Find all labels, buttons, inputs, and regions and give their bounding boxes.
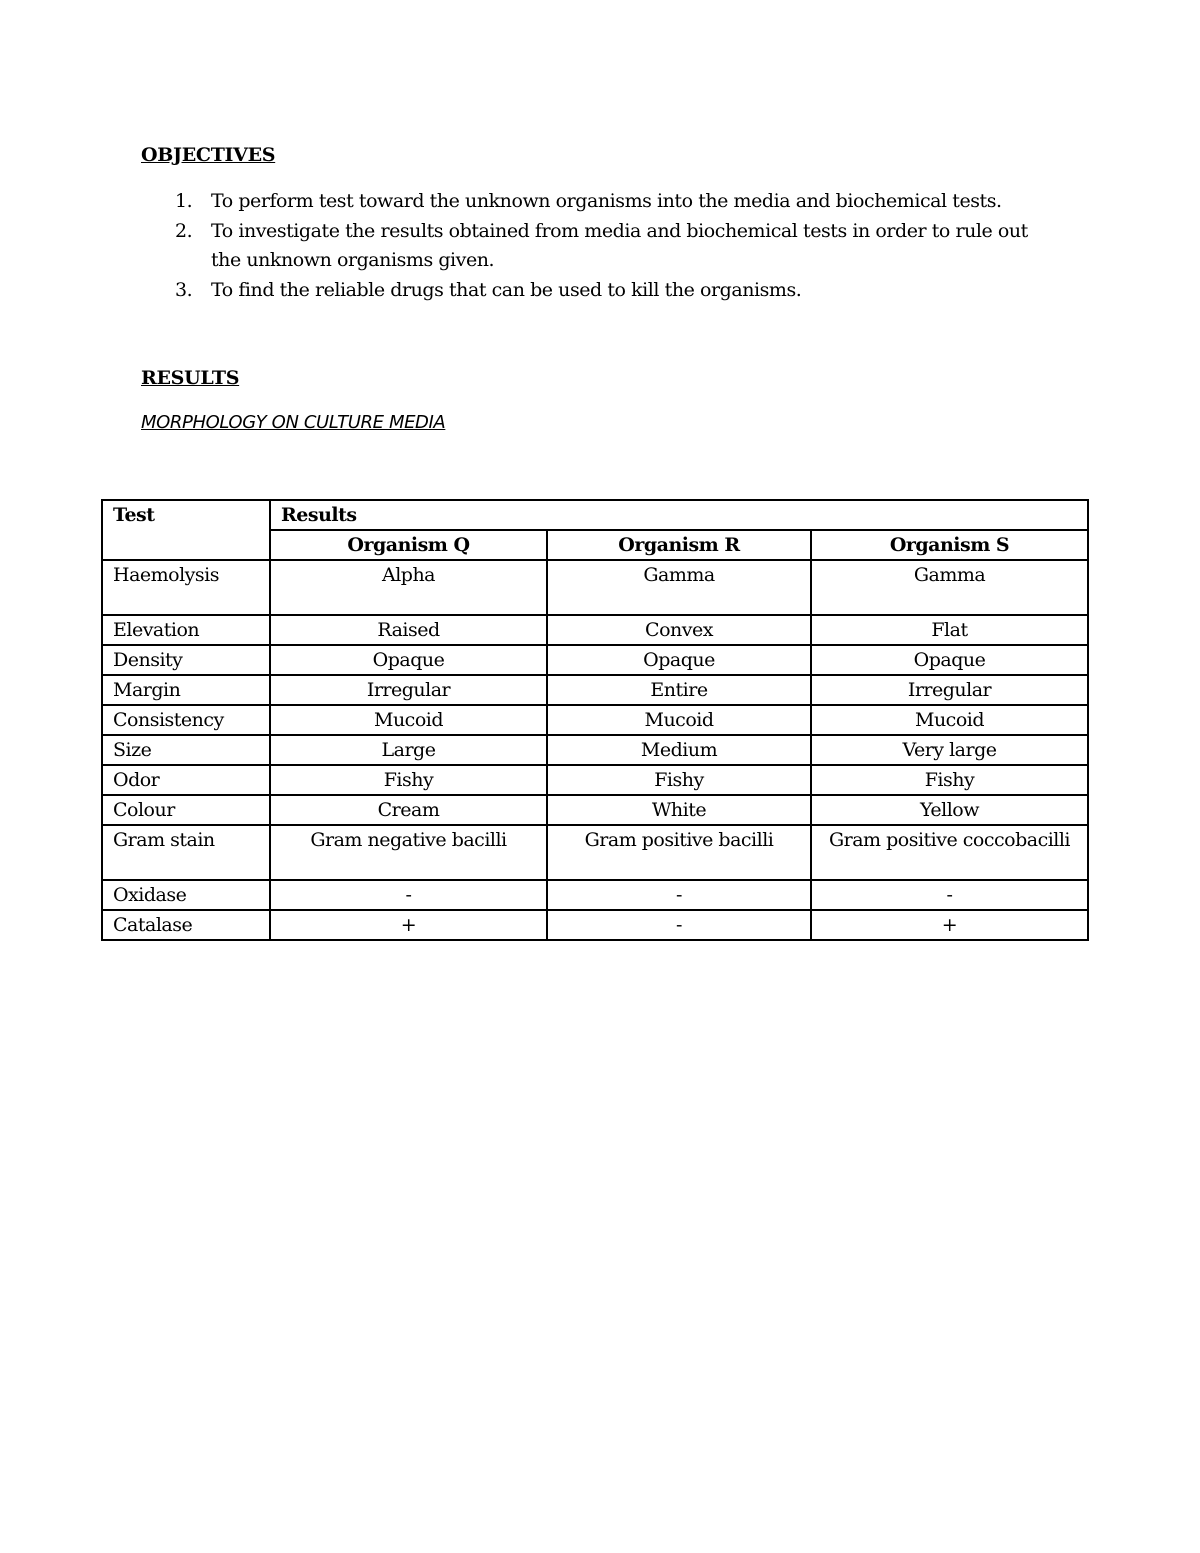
result-cell: + xyxy=(270,910,547,940)
result-cell: + xyxy=(811,910,1088,940)
result-cell: Opaque xyxy=(547,645,811,675)
result-cell: Fishy xyxy=(547,765,811,795)
organism-r-header: Organism R xyxy=(547,530,811,560)
result-cell: Flat xyxy=(811,615,1088,645)
objective-text: To investigate the results obtained from media and biochemical tests in order to rule out the unknown organisms given. xyxy=(211,219,1028,271)
test-name-cell: Catalase xyxy=(102,910,270,940)
table-row xyxy=(102,675,1088,705)
result-cell: Entire xyxy=(547,675,811,705)
result-cell: Opaque xyxy=(270,645,547,675)
organism-s-header: Organism S xyxy=(811,530,1088,560)
result-cell: Mucoid xyxy=(811,705,1088,735)
test-name-cell: Size xyxy=(102,735,270,765)
table-row xyxy=(102,910,1088,940)
test-name-cell: Elevation xyxy=(102,615,270,645)
objectives-list xyxy=(141,187,1061,305)
result-cell: - xyxy=(547,880,811,910)
table-row xyxy=(102,825,1088,880)
result-cell: Raised xyxy=(270,615,547,645)
table-row xyxy=(102,765,1088,795)
result-cell: Gamma xyxy=(547,560,811,615)
test-name-cell: Haemolysis xyxy=(102,560,270,615)
result-cell: - xyxy=(547,910,811,940)
test-name-cell: Oxidase xyxy=(102,880,270,910)
result-cell: Gram negative bacilli xyxy=(270,825,547,880)
test-name-cell: Gram stain xyxy=(102,825,270,880)
test-name-cell: Consistency xyxy=(102,705,270,735)
test-name-cell: Margin xyxy=(102,675,270,705)
morphology-subheading: MORPHOLOGY ON CULTURE MEDIA xyxy=(141,412,446,433)
table-row xyxy=(102,705,1088,735)
organism-q-header: Organism Q xyxy=(270,530,547,560)
result-cell: Yellow xyxy=(811,795,1088,825)
objectives-heading: OBJECTIVES xyxy=(141,144,276,166)
result-cell: White xyxy=(547,795,811,825)
test-name-cell: Odor xyxy=(102,765,270,795)
results-heading: RESULTS xyxy=(141,367,240,389)
test-name-cell: Colour xyxy=(102,795,270,825)
objective-number: 2. xyxy=(175,219,193,242)
test-column-header: Test xyxy=(102,500,270,560)
result-cell: Gamma xyxy=(811,560,1088,615)
test-name-cell: Density xyxy=(102,645,270,675)
result-cell: Convex xyxy=(547,615,811,645)
objective-number: 1. xyxy=(175,190,193,212)
table-row xyxy=(102,645,1088,675)
objective-item xyxy=(141,217,1061,276)
result-cell: Cream xyxy=(270,795,547,825)
result-cell: Irregular xyxy=(811,675,1088,705)
result-cell: - xyxy=(270,880,547,910)
result-cell: Mucoid xyxy=(270,705,547,735)
morphology-table xyxy=(101,499,1089,941)
table-row xyxy=(102,615,1088,645)
objective-item xyxy=(141,187,1061,217)
result-cell: Opaque xyxy=(811,645,1088,675)
result-cell: Gram positive bacilli xyxy=(547,825,811,880)
result-cell: Fishy xyxy=(811,765,1088,795)
table-row xyxy=(102,560,1088,615)
result-cell: Large xyxy=(270,735,547,765)
table-row xyxy=(102,795,1088,825)
result-cell: Very large xyxy=(811,735,1088,765)
table-row xyxy=(102,735,1088,765)
objective-text: To find the reliable drugs that can be used to kill the organisms. xyxy=(211,278,802,301)
result-cell: - xyxy=(811,880,1088,910)
results-column-header: Results xyxy=(270,500,1088,530)
objective-number: 3. xyxy=(175,278,193,301)
result-cell: Gram positive coccobacilli xyxy=(811,825,1088,880)
result-cell: Medium xyxy=(547,735,811,765)
objective-text: To perform test toward the unknown organisms into the media and biochemical tests. xyxy=(211,190,1002,212)
result-cell: Fishy xyxy=(270,765,547,795)
table-row xyxy=(102,880,1088,910)
table-header-row xyxy=(102,500,1088,530)
objective-item xyxy=(141,276,1061,306)
result-cell: Alpha xyxy=(270,560,547,615)
result-cell: Mucoid xyxy=(547,705,811,735)
result-cell: Irregular xyxy=(270,675,547,705)
